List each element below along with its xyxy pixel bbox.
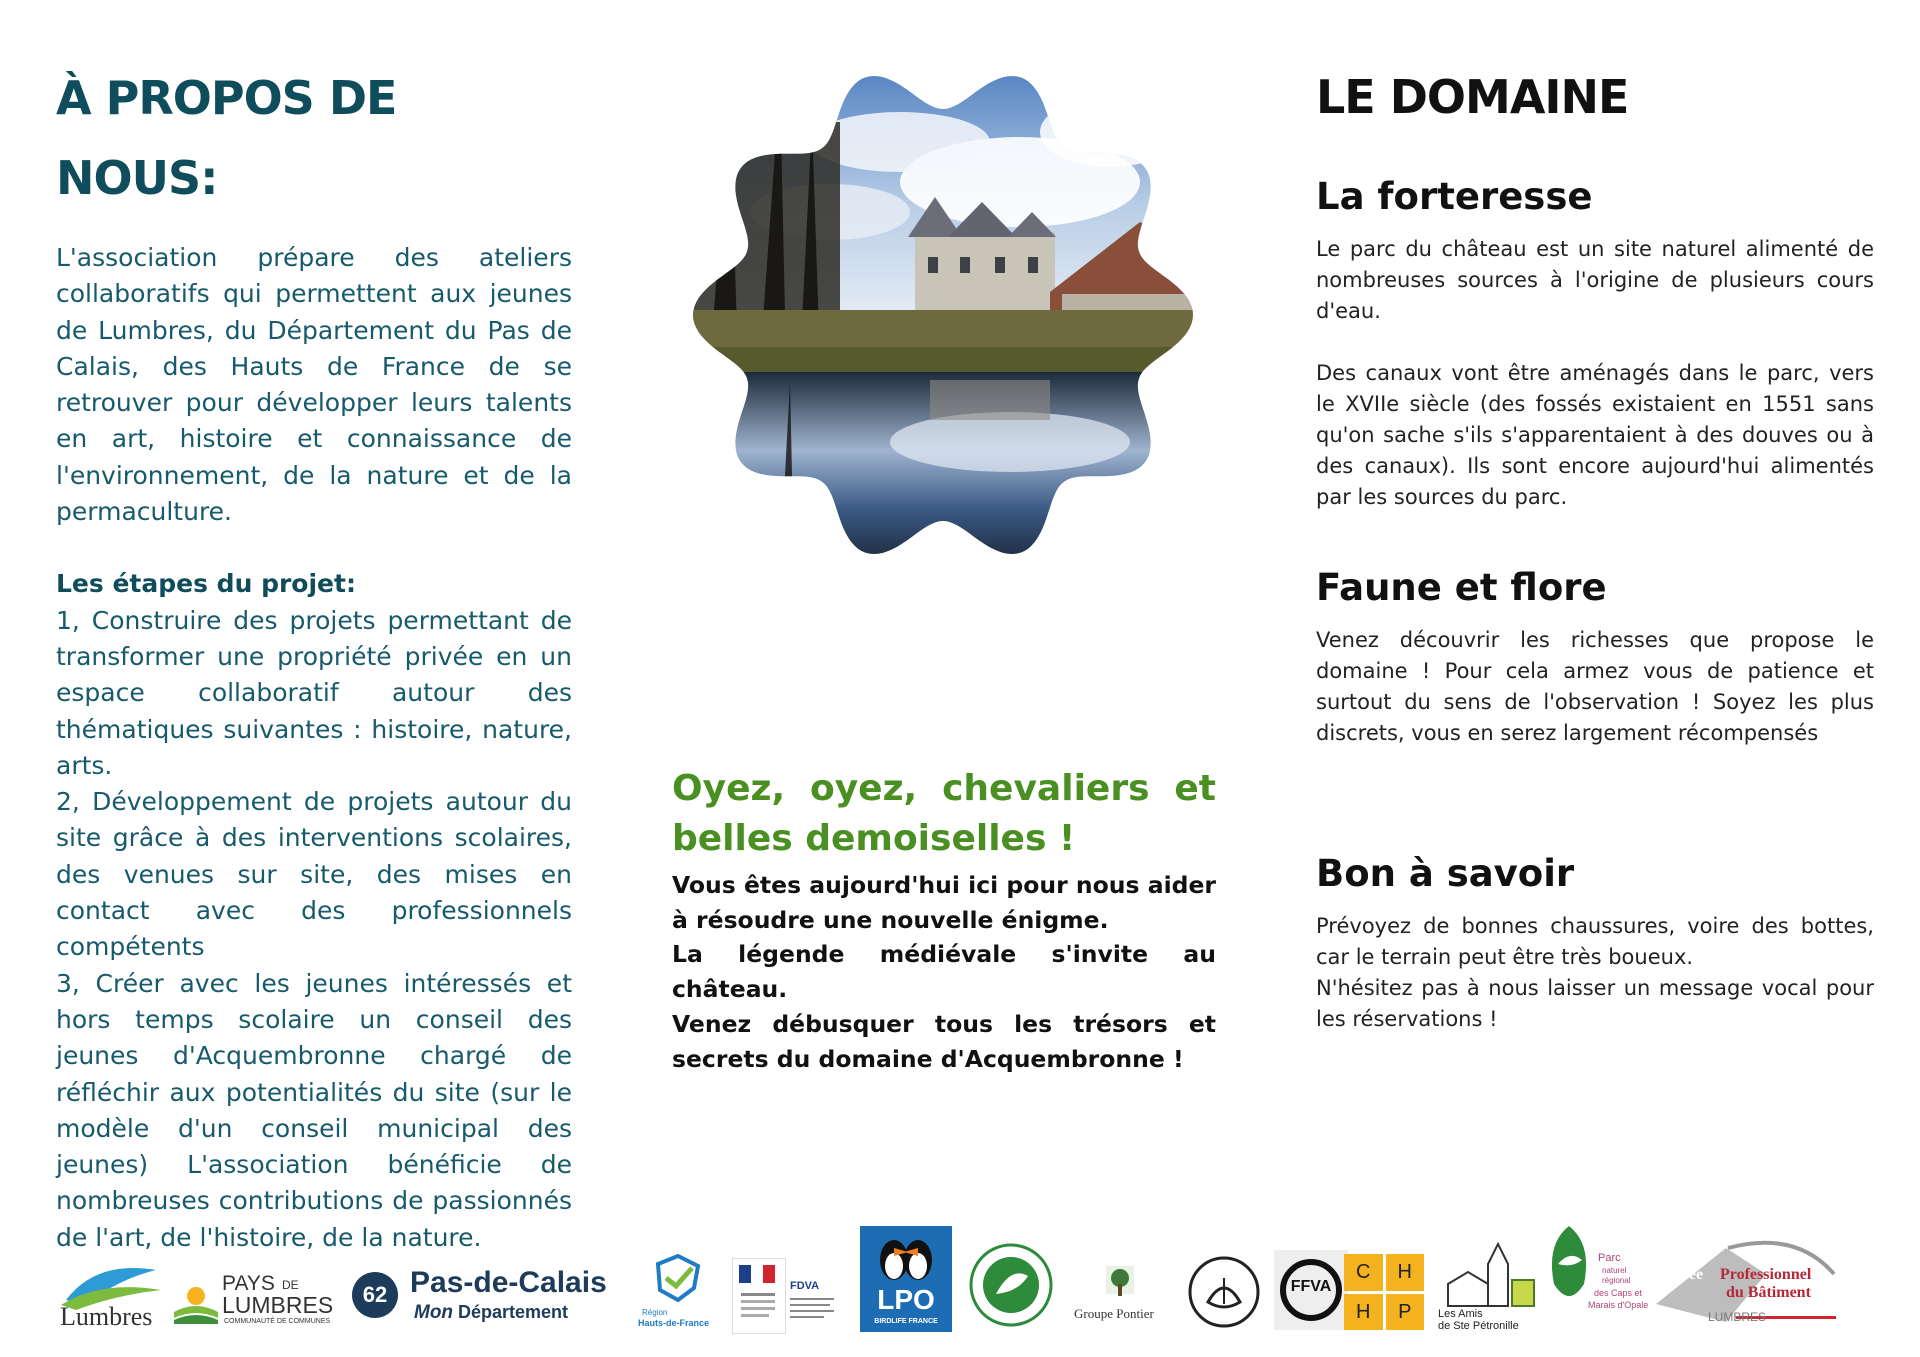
fauna-title: Faune et flore <box>1316 566 1607 609</box>
about-body <box>56 240 572 1256</box>
invitation-p1: Vous êtes aujourd'hui ici pour nous aider à résoudre une nouvelle énigme. <box>672 871 1216 934</box>
parc-text-1: Parc <box>1598 1252 1621 1264</box>
lpo-logo <box>860 1226 952 1332</box>
partner-logos <box>56 1224 1856 1342</box>
pays-text: PAYS <box>222 1272 275 1295</box>
lycee-text-2: Professionnel <box>1720 1266 1812 1283</box>
fdva-lines-icon <box>790 1296 840 1330</box>
invitation-title-line1: Oyez, oyez, chevaliers et <box>672 768 1216 809</box>
pays-lumbres-logo <box>174 1272 346 1332</box>
ffva-logo <box>1274 1250 1348 1330</box>
pontier-logo <box>1074 1264 1168 1330</box>
invitation-p2: La légende médiévale s'invite au château. <box>672 940 1216 1004</box>
fortress-title: La forteresse <box>1316 175 1593 218</box>
invitation-title <box>672 764 1216 864</box>
bird-leaf-icon <box>1544 1224 1594 1314</box>
fauna-body <box>1316 625 1874 749</box>
emblem-logo <box>1186 1254 1262 1330</box>
pontier-text: Groupe Pontier <box>1074 1306 1154 1321</box>
fortress-p1: Le parc du château est un site naturel alimenté de nombreuses sources à l'origine de plusieurs cours d'eau. <box>1316 237 1874 323</box>
fauna-p1: Venez découvrir les richesses que propose le domaine ! Pour cela armez vous de patience et surtout du sens de l'observation ! Soyez les plus discrets, vous en serez largement récompensés <box>1316 628 1874 745</box>
lumbres-text: Lumbres <box>60 1302 153 1331</box>
hand-emblem-icon <box>1186 1254 1262 1330</box>
chhp-cell: C <box>1344 1254 1383 1291</box>
parc-naturel-logo <box>1544 1224 1648 1336</box>
fortress-p2: Des canaux vont être aménagés dans le parc, vers le XVIIe siècle (des fossés existaient en 1551 sans qu'on sache s'ils s'apparentaient à des douves ou à des canaux). Ils sont encore aujourd'hui alimentés par les sources du parc. <box>1316 361 1874 509</box>
invitation-p3: Venez débusquer tous les trésors et secrets du domaine d'Acquembronne ! <box>672 1009 1216 1073</box>
about-intro: L'association prépare des ateliers collaboratifs qui permettent aux jeunes de Lumbres, du Département du Pas de Calais, des Hauts de France de se retrouver pour développer leurs talents en art, histoire et connaissance de l'environnement, de la nature et de la permaculture. <box>56 243 572 527</box>
lycee-text-4: LUMBRES <box>1708 1310 1767 1324</box>
lycee-text-3: du Bâtiment <box>1726 1284 1811 1301</box>
lycee-text-1: Lycée <box>1664 1266 1704 1283</box>
puffin-icon <box>860 1226 952 1288</box>
chhp-cell: P <box>1386 1294 1425 1331</box>
pdc-mon: Mon <box>414 1302 454 1323</box>
tree-icon <box>1100 1264 1140 1304</box>
parc-text-4: des Caps et <box>1594 1288 1643 1298</box>
parc-text-2: naturel <box>1602 1266 1627 1275</box>
domain-section <box>1316 62 1874 1035</box>
sun-fields-icon <box>174 1278 218 1324</box>
tips-p1: Prévoyez de bonnes chaussures, voire des bottes, car le terrain peut être très boueux. <box>1316 914 1874 969</box>
step-2: 2, Développement de projets autour du site grâce à des interventions scolaires, des venues sur site, des mises en contact avec des professionnels compétents <box>56 787 572 962</box>
pas-de-calais-logo <box>352 1266 627 1328</box>
step-3: 3, Créer avec les jeunes intéressés et hors temps scolaire un conseil des jeunes d'Acquembronne chargé de réfléchir aux potentialités du site (sur le modèle d'un conseil municipal des jeunes) L'association bénéficie de nombreuses contributions de passionnés de l'art, de l'histoire, de la nature. <box>56 968 572 1252</box>
steps-title: Les étapes du projet: <box>56 569 356 599</box>
region-logo <box>638 1254 718 1334</box>
lpo-text: LPO <box>877 1284 935 1315</box>
chhp-cell: H <box>1386 1254 1425 1291</box>
ministry-logo <box>732 1258 786 1334</box>
invitation-section <box>672 764 1216 1076</box>
pays-lumbres-text: LUMBRES <box>222 1292 334 1318</box>
lycee-logo <box>1656 1234 1846 1334</box>
invitation-title-line2: belles demoiselles ! <box>672 818 1076 859</box>
amis-text-2: de Ste Pétronille <box>1438 1320 1519 1332</box>
region-map-icon <box>648 1254 708 1304</box>
region-text: Région <box>642 1308 668 1317</box>
chhp-cell: H <box>1344 1294 1383 1331</box>
church-icon <box>1438 1240 1538 1310</box>
pdc-dept: Département <box>458 1302 569 1322</box>
ffva-text: FFVA <box>1290 1278 1332 1295</box>
step-1: 1, Construire des projets permettant de transformer une propriété privée en un espace collaboratif autour des thématiques suivantes : histoire, nature, arts. <box>56 605 572 780</box>
fdva-logo <box>790 1280 852 1332</box>
amis-petronille-logo <box>1438 1240 1538 1334</box>
castle-photo <box>690 62 1196 568</box>
fdva-text: FDVA <box>790 1280 820 1292</box>
invitation-body <box>672 868 1216 1076</box>
tips-p2: N'hésitez pas à nous laisser un message vocal pour les réservations ! <box>1316 976 1874 1031</box>
lpo-sub: BIRDLIFE FRANCE <box>874 1318 938 1325</box>
marianne-flag-icon <box>733 1259 783 1331</box>
pdc-name: Pas-de-Calais <box>410 1266 607 1299</box>
about-section <box>56 58 572 1256</box>
domain-title: LE DOMAINE <box>1316 70 1629 124</box>
parc-text-3: régional <box>1602 1276 1631 1285</box>
amis-text-1: Les Amis <box>1438 1308 1483 1320</box>
tips-body <box>1316 911 1874 1035</box>
parc-text-5: Marais d'Opale <box>1588 1300 1649 1310</box>
tips-title: Bon à savoir <box>1316 852 1575 895</box>
region-name: Hauts-de-France <box>638 1318 710 1328</box>
lumbres-logo <box>56 1260 166 1330</box>
pdc-number-badge: 62 <box>352 1272 398 1318</box>
nature-seal-logo <box>968 1242 1054 1328</box>
chhp-logo <box>1344 1254 1424 1330</box>
fortress-body <box>1316 234 1874 513</box>
pays-de-text: DE <box>282 1278 299 1292</box>
leaf-seal-icon <box>968 1242 1054 1328</box>
pays-sub-text: COMMUNAUTÉ DE COMMUNES <box>224 1318 331 1325</box>
about-title: À PROPOS DE NOUS: <box>56 71 397 205</box>
